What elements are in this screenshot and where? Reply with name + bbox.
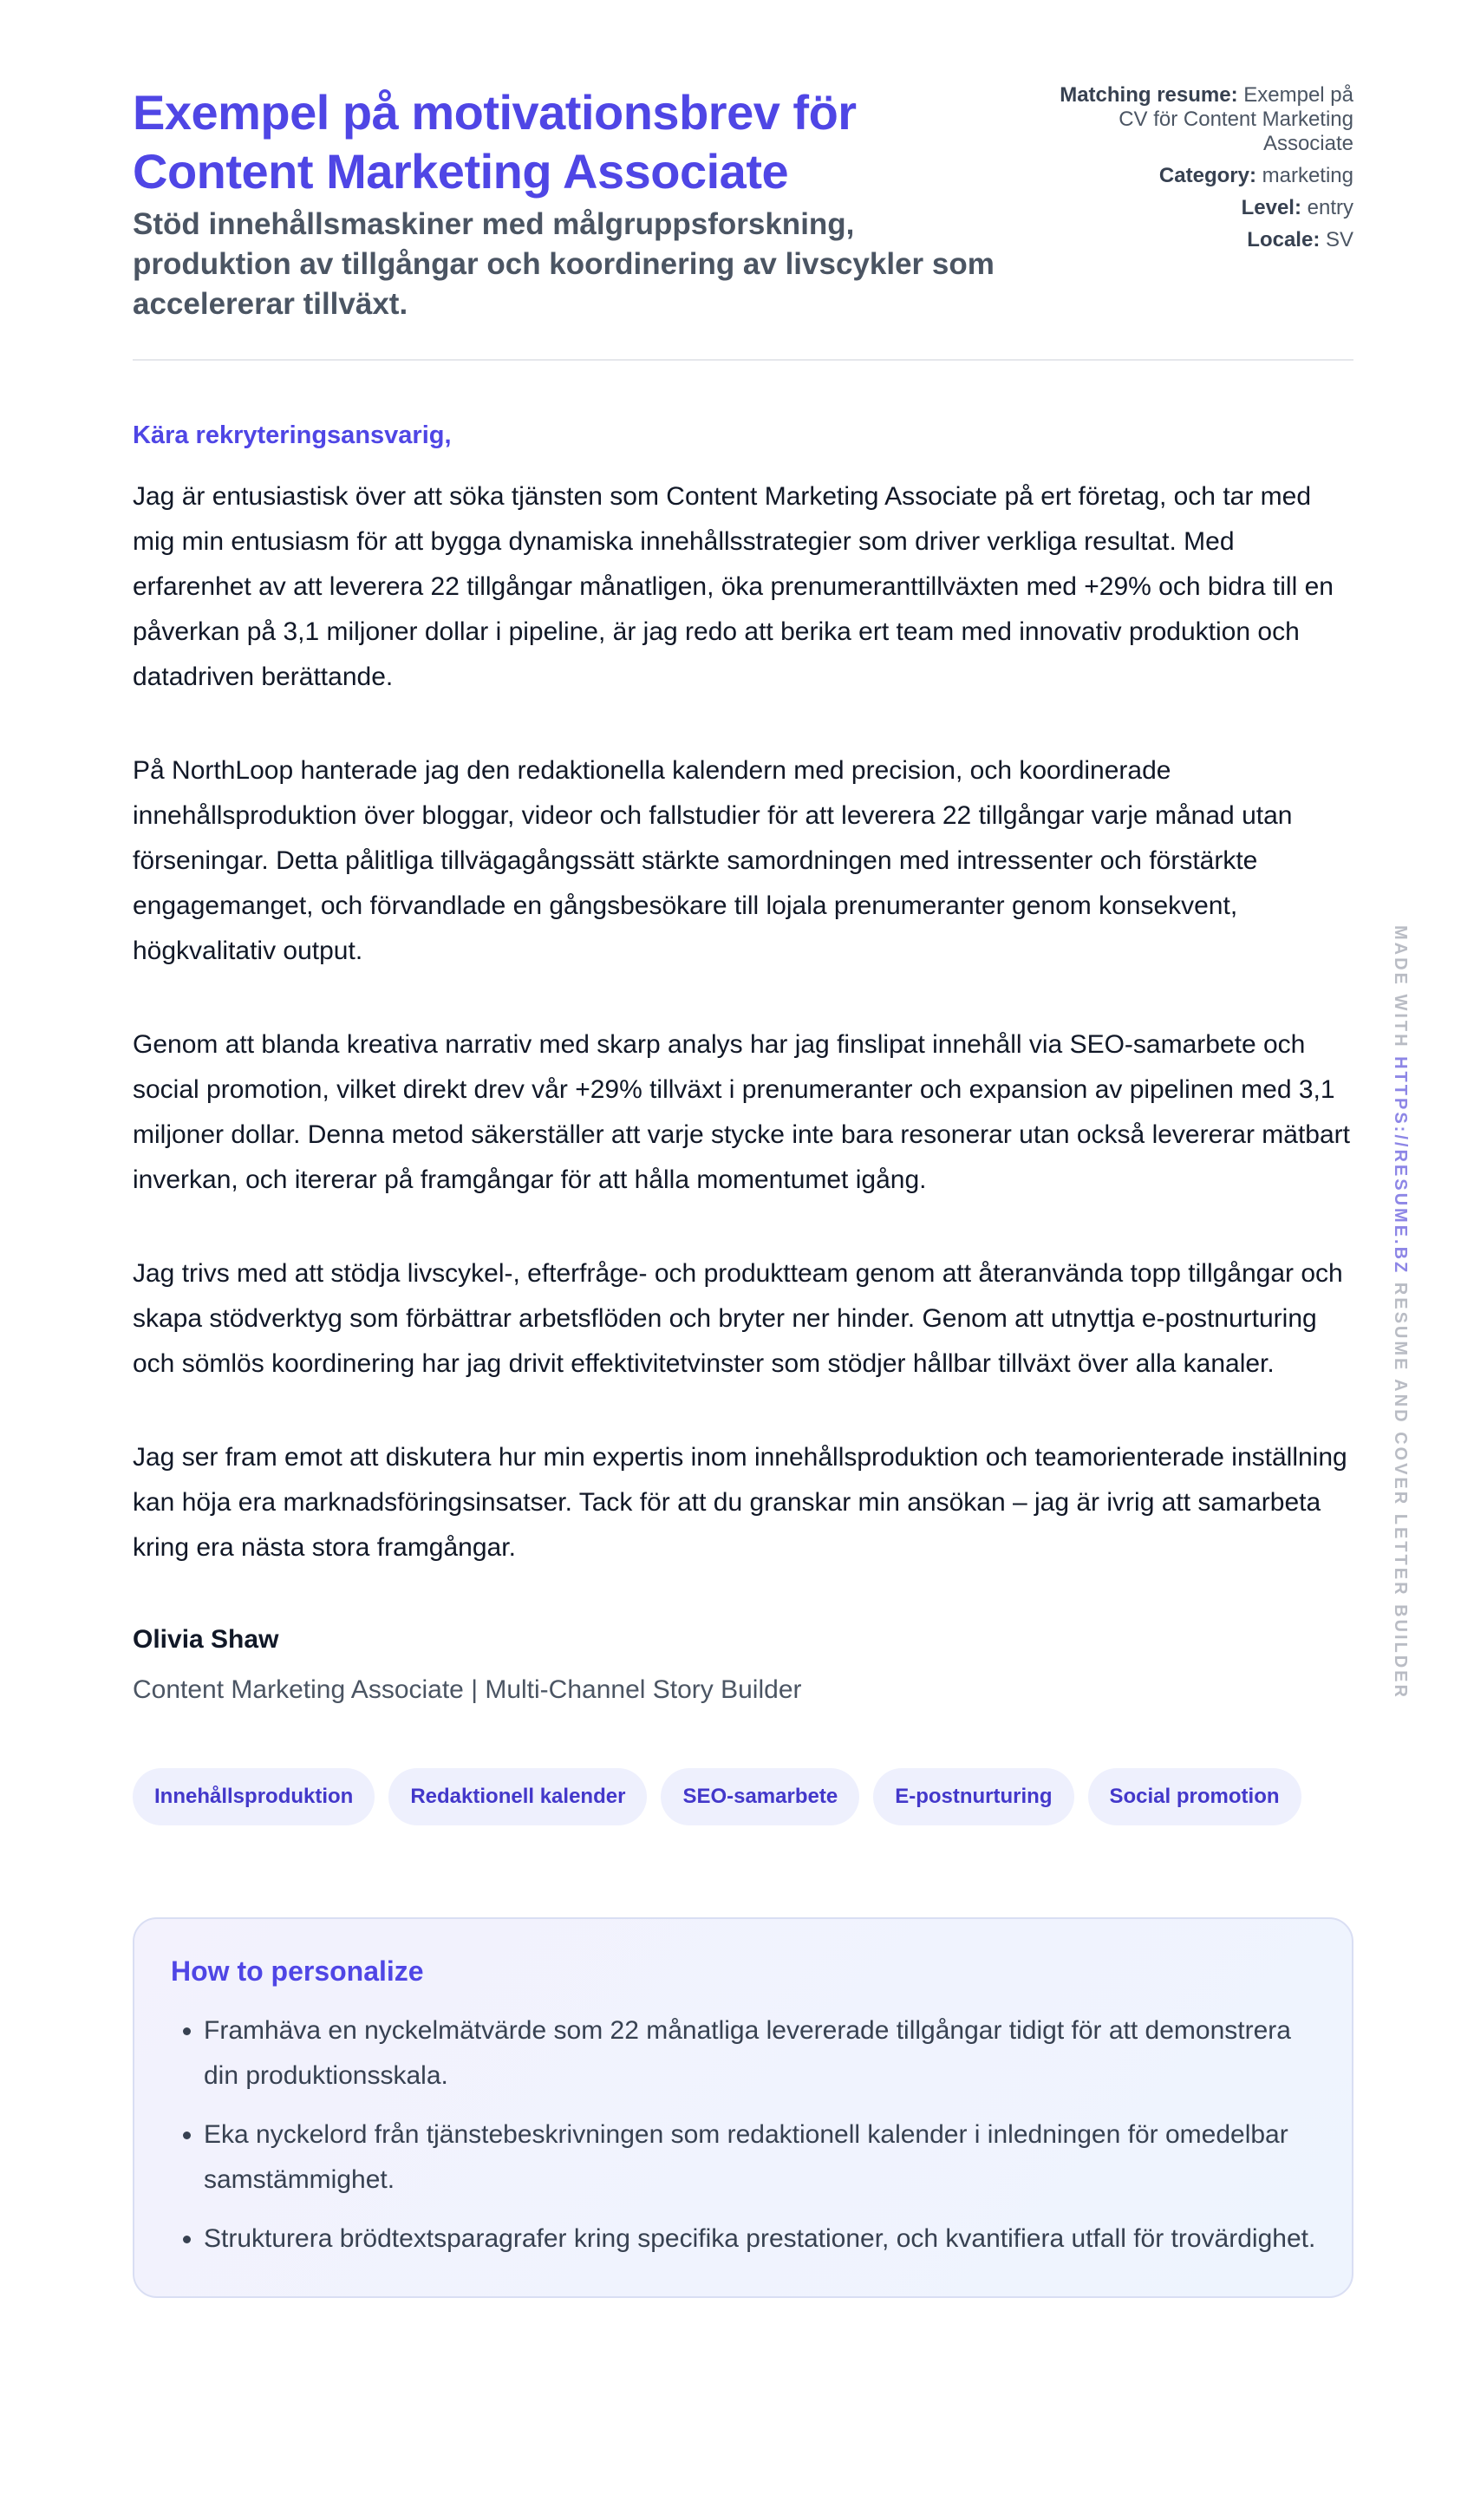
skill-tag: Redaktionell kalender: [388, 1768, 647, 1825]
meta-locale-value: SV: [1325, 228, 1353, 251]
letter-paragraph: Jag ser fram emot att diskutera hur min expertis inom innehållsproduktion och teamorienterade inställning kan höja era marknadsföringsinsatser. Tack för att du granskar min ansökan – jag är ivrig att samarbeta kring era nästa stora framgångar.: [133, 1443, 1347, 1562]
cover-letter-page: [133, 83, 1353, 2298]
letter-body: [133, 474, 1353, 1570]
tips-list: [171, 2008, 1317, 2262]
letter-greeting: Kära rekryteringsansvarig,: [133, 421, 452, 449]
signature-block: [133, 1622, 1353, 1707]
signature-name: Olivia Shaw: [133, 1625, 279, 1654]
letter-paragraph: Jag är entusiastisk över att söka tjänsten som Content Marketing Associate på ert företag, och tar med mig min entusiasm för att bygga dynamiska innehållsstrategier som driver verkliga resultat. Med erfarenhet av att leverera 22 tillgångar månatligen, öka prenumeranttillväxten med +29% och bidra till en påverkan på 3,1 miljoner dollar i pipeline, är jag redo att berika ert team med innovativ produktion och datadriven berättande.: [133, 482, 1334, 691]
meta-category-value: marketing: [1262, 164, 1353, 187]
meta-locale-label: Locale:: [1247, 228, 1321, 251]
meta-level-value: entry: [1307, 196, 1353, 219]
meta-resume-value[interactable]: Exempel på CV för Content Marketing Associate: [1119, 83, 1353, 155]
meta-category-label: Category:: [1158, 164, 1256, 187]
meta-level: [1059, 196, 1353, 220]
skill-tag: Innehållsproduktion: [133, 1768, 375, 1825]
skill-tags: [133, 1768, 1353, 1825]
meta-category: [1059, 164, 1353, 188]
page-subtitle: Stöd innehållsmaskiner med målgruppsforskning, produktion av tillgångar och koordinering av livscykler som accelererar tillväxt.: [133, 207, 995, 321]
tip-item: • Strukturera brödtextsparagrafer kring specifika prestationer, och kvantifiera utfall för trovärdighet.: [204, 2216, 1317, 2262]
skill-tag: E-postnurturing: [873, 1768, 1073, 1825]
meta-resume: [1059, 83, 1353, 156]
letter-paragraph: Genom att blanda kreativa narrativ med skarp analys har jag finslipat innehåll via SEO-samarbete och social promotion, vilket direkt drev vår +29% tillväxt i prenumeranter och expansion av pipelinen med 3,1 miljoner dollar. Denna metod säkerställer att varje stycke inte bara resonerar utan också levererar mätbart inverkan, och itererar på framgångar för att hålla momentumet igång.: [133, 1030, 1350, 1194]
page-title: Exempel på motivationsbrev för Content Marketing Associate: [133, 85, 857, 199]
meta-locale: [1059, 228, 1353, 252]
personalize-tips-card: [133, 1917, 1353, 2298]
tip-item: • Eka nyckelord från tjänstebeskrivningen som redaktionell kalender i inledningen för omedelbar samstämmighet.: [204, 2112, 1317, 2203]
side-credit: [1390, 925, 1410, 1700]
letter-paragraph: Jag trivs med att stödja livscykel-, efterfråge- och produktteam genom att återanvända topp tillgångar och skapa stödverktyg som förbättrar arbetsflöden och bryter ner hinder. Genom att utnyttja e-postnurturing och sömlös koordinering har jag drivit effektivitetvinster som stödjer hållbar tillväxt över alla kanaler.: [133, 1259, 1343, 1378]
side-credit-prefix: MADE WITH: [1391, 925, 1410, 1049]
signature-title: Content Marketing Associate | Multi-Channel Story Builder: [133, 1675, 802, 1704]
document-header: [133, 83, 1353, 361]
meta-level-label: Level:: [1241, 196, 1301, 219]
side-credit-link[interactable]: HTTPS://RESUME.BZ: [1391, 1056, 1410, 1276]
tips-title: How to personalize: [171, 1955, 424, 1987]
skill-tag: Social promotion: [1088, 1768, 1301, 1825]
letter-paragraph: På NorthLoop hanterade jag den redaktionella kalendern med precision, och koordinerade innehållsproduktion över bloggar, videor och fallstudier för att leverera 22 tillgångar varje månad utan förseningar. Detta pålitliga tillvägagångssätt stärkte samordningen med intressenter och förstärkte engagemanget, och förvandlade en gångsbesökare till lojala prenumeranter genom konsekvent, högkvalitativ output.: [133, 756, 1293, 965]
meta-resume-label: Matching resume:: [1060, 83, 1238, 107]
meta-panel: [1059, 83, 1353, 260]
tip-item: • Framhäva en nyckelmätvärde som 22 månatliga levererade tillgångar tidigt för att demonstrera din produktionsskala.: [204, 2008, 1317, 2099]
skill-tag: SEO-samarbete: [661, 1768, 859, 1825]
side-credit-suffix: RESUME AND COVER LETTER BUILDER: [1391, 1282, 1410, 1700]
